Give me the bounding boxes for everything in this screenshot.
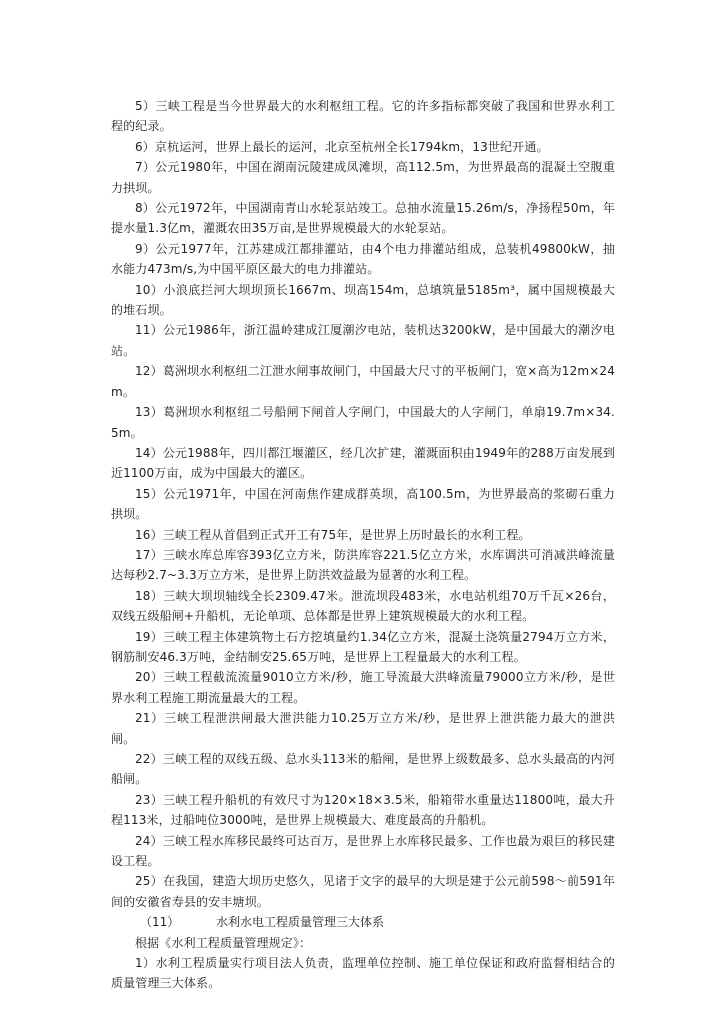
- paragraph-item-10: 10）小浪底拦河大坝坝顶长1667m、坝高154m，总填筑量5185m³，属中国规模最大的堆石坝。: [111, 282, 615, 318]
- paragraph-item-19: 19）三峡工程主体建筑物土石方挖填量约1.34亿立方米，混凝土浇筑量2794万立方米，钢筋制安46.3万吨，金结制安25.65万吨，是世界上工程量最大的水利工程。: [111, 629, 615, 664]
- paragraph-item-12: 12）葛洲坝水利枢纽二江泄水闸事故闸门，中国最大尺寸的平板闸门，宽×高为12m×24m。: [111, 364, 615, 399]
- paragraph-item-7: 7）公元1980年，中国在湖南沅陵建成凤滩坝，高112.5m，为世界最高的混凝土空腹重力拱坝。: [111, 160, 615, 195]
- regulation-reference: 根据《水利工程质量管理规定》：: [135, 935, 312, 950]
- paragraph-item-8: 8）公元1972年，中国湖南青山水轮泵站竣工。总抽水流量15.26m/s，净扬程50m，年提水量1.3亿m，灌溉农田35万亩,是世界规模最大的水轮泵站。: [111, 201, 615, 236]
- paragraph-item-18: 18）三峡大坝坝轴线全长2309.47米。泄流坝段483米，水电站机组70万千瓦×26台，双线五级船闸+升船机，无论单项、总体都是世界上建筑规模最大的水利工程。: [111, 588, 615, 624]
- section-heading-number: （11）: [140, 915, 180, 930]
- section-heading-title: 水利水电工程质量管理三大体系: [216, 915, 385, 930]
- paragraph-item-11: 11）公元1986年，浙江温岭建成江厦潮汐电站，装机达3200kW，是中国最大的潮汐电站。: [111, 323, 615, 358]
- paragraph-item-23: 23）三峡工程升船机的有效尺寸为120×18×3.5米，船箱带水重量达11800吨，最大升程113米，过船吨位3000吨，是世界上规模最大、难度最高的升船机。: [111, 792, 615, 828]
- paragraph-item-24: 24）三峡工程水库移民最终可达百万，是世界上水库移民最多、工作也最为艰巨的移民建设工程。: [111, 833, 615, 869]
- paragraph-item-6: 6）京杭运河，世界上最长的运河，北京至杭州全长1794km，13世纪开通。: [135, 139, 549, 154]
- paragraph-item-22: 22）三峡工程的双线五级、总水头113米的船闸，是世界上级数最多、总水头最高的内河船闸。: [111, 752, 615, 787]
- paragraph-item-17: 17）三峡水库总库容393亿立方米，防洪库容221.5亿立方米，水库调洪可消减洪峰流量达每秒2.7~3.3万立方米，是世界上防洪效益最为显著的水利工程。: [111, 547, 615, 583]
- paragraph-item-20: 20）三峡工程截流流量9010立方米/秒，施工导流最大洪峰流量79000立方米/秒，是世界水利工程施工期流量最大的工程。: [111, 670, 615, 705]
- section-heading: [111, 912, 615, 932]
- paragraph-item-25: 25）在我国，建造大坝历史悠久，见诸于文字的最早的大坝是建于公元前598～前591年间的安徽省寿县的安丰塘坝。: [111, 874, 615, 909]
- paragraph-item-5: 5）三峡工程是当今世界最大的水利枢纽工程。它的许多指标都突破了我国和世界水利工程的纪录。: [111, 99, 615, 134]
- paragraph-item-9: 9）公元1977年，江苏建成江都排灌站，由4个电力排灌站组成，总装机49800kW，抽水能力473m/s,为中国平原区最大的电力排灌站。: [111, 241, 615, 277]
- paragraph-item-13: 13）葛洲坝水利枢纽二号船闸下闸首人字闸门，中国最大的人字闸门，单扇19.7m×34.5m。: [111, 405, 615, 440]
- document-body: [111, 96, 615, 994]
- paragraph-item-21: 21）三峡工程泄洪闸最大泄洪能力10.25万立方米/秒，是世界上泄洪能力最大的泄洪闸。: [111, 711, 615, 746]
- paragraph-item-15: 15）公元1971年，中国在河南焦作建成群英坝，高100.5m，为世界最高的浆砌石重力拱坝。: [111, 486, 615, 522]
- paragraph-quality-system-1: 1）水利工程质量实行项目法人负责，监理单位控制、施工单位保证和政府监督相结合的质量管理三大体系。: [111, 956, 615, 991]
- paragraph-item-16: 16）三峡工程从首倡到正式开工有75年，是世界上历时最长的水利工程。: [135, 527, 531, 542]
- paragraph-item-14: 14）公元1988年，四川都江堰灌区，经几次扩建，灌溉面积由1949年的288万亩发展到近1100万亩，成为中国最大的灌区。: [111, 445, 615, 481]
